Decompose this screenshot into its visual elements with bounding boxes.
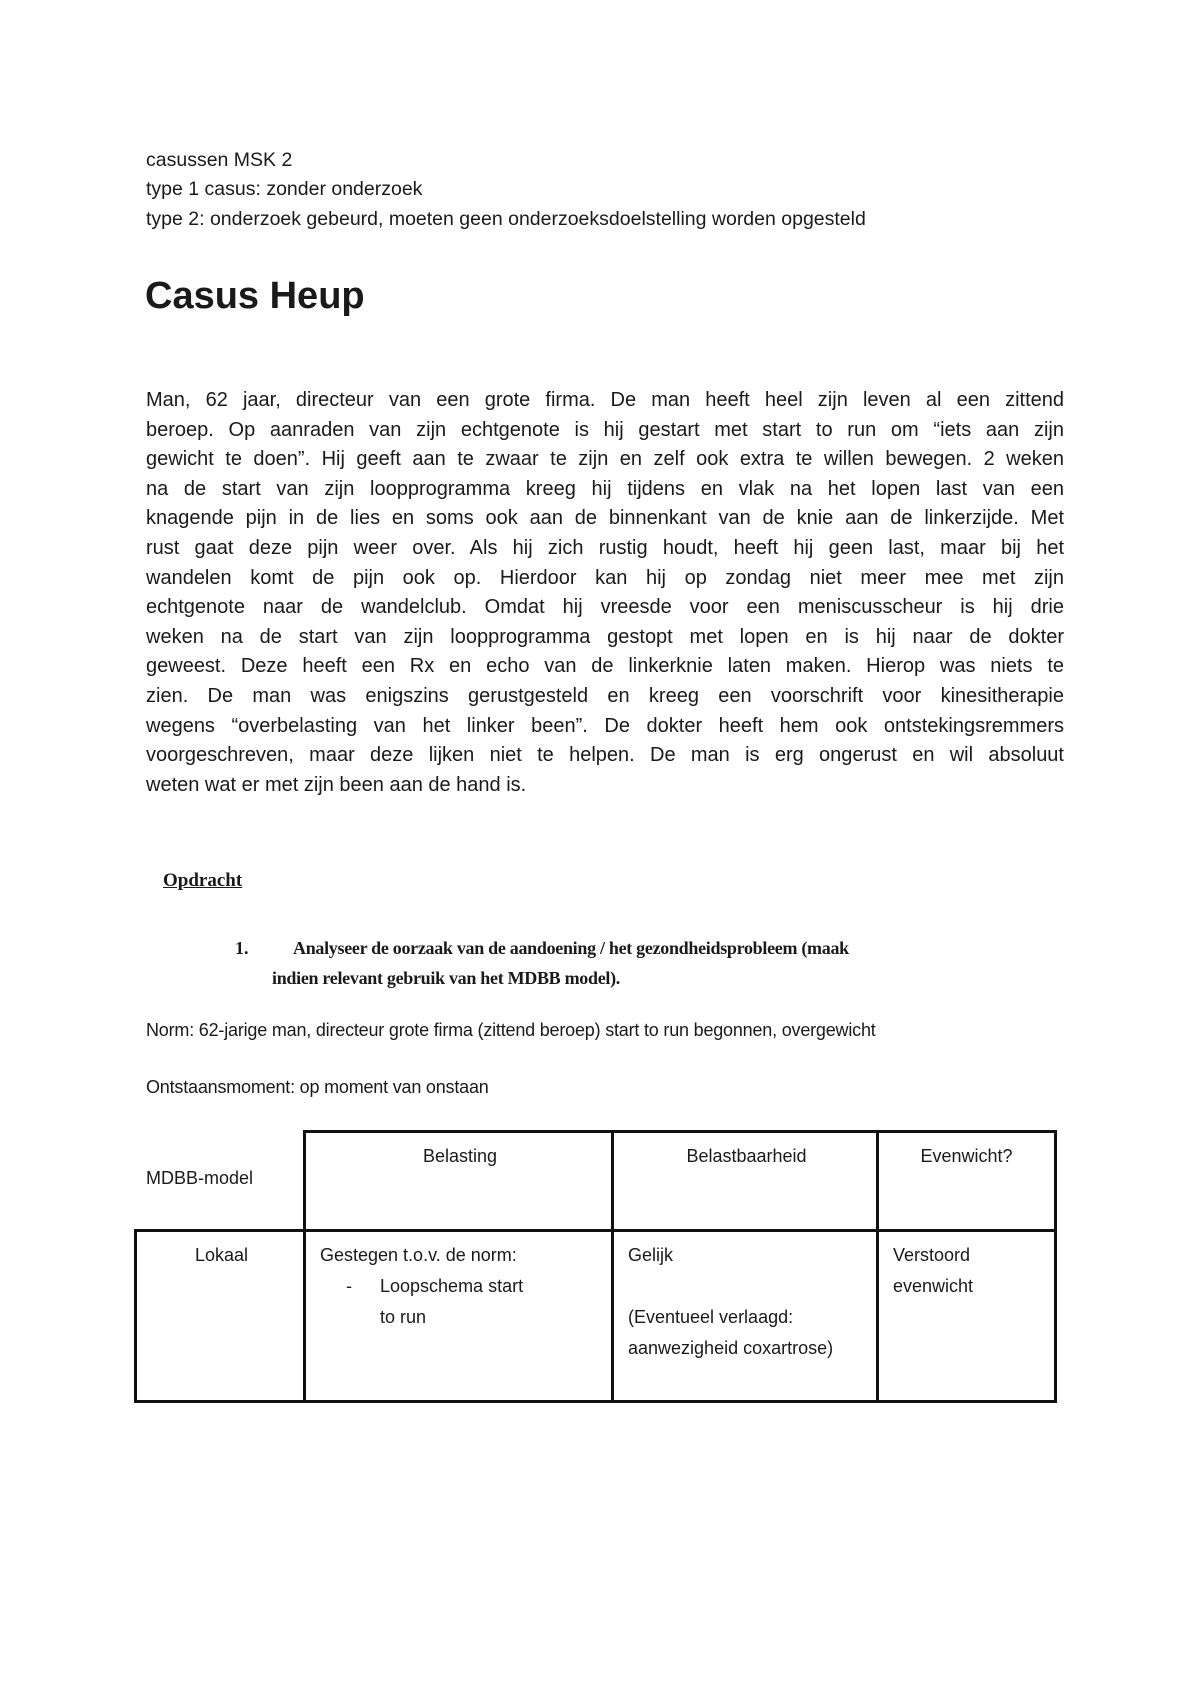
paragraph-line: zien. De man was enigszins gerustgesteld en kreeg een voorschrift voor kinesitherapie <box>146 684 1064 707</box>
paragraph-line: voorgeschreven, maar deze lijken niet te helpen. De man is erg ongerust en wil absoluut <box>146 744 1064 767</box>
paragraph-line: knagende pijn in de lies en soms ook aan de binnenkant van de knie aan de linkerzijde. Met <box>146 507 1064 530</box>
paragraph-line: gewicht te doen”. Hij geeft aan te zwaar te zijn en zelf ook extra te willen bewegen. 2 weken <box>146 448 1064 471</box>
paragraph-line: wegens “overbelasting van het linker been”. De dokter heeft hem ook ontstekingsremmers <box>146 714 1064 737</box>
ontstaansmoment-text: Ontstaansmoment: op moment van onstaan <box>146 1077 489 1097</box>
belastbaarheid-line-1: Gelijk <box>628 1245 674 1265</box>
belastbaarheid-line-2: (Eventueel verlaagd: <box>628 1307 794 1327</box>
cell-belastbaarheid <box>611 1229 879 1403</box>
question-number: 1. <box>235 938 249 958</box>
question-text-line-1: Analyseer de oorzaak van de aandoening / het gezondheidsprobleem (maak <box>293 938 849 958</box>
bullet-item <box>320 1271 604 1333</box>
header-belasting: Belasting <box>303 1130 614 1232</box>
evenwicht-line-1: Verstoord <box>893 1245 971 1265</box>
intro-line-2: type 1 casus: zonder onderzoek <box>146 178 423 200</box>
cell-evenwicht <box>876 1229 1057 1403</box>
evenwicht-line-2: evenwicht <box>893 1276 974 1296</box>
table-label: MDBB-model <box>146 1168 254 1188</box>
paragraph-line: geweest. Deze heeft een Rx en echo van de linkerknie laten maken. Hierop was niets te <box>146 655 1064 678</box>
belasting-intro: Gestegen t.o.v. de norm: <box>320 1245 517 1265</box>
intro-line-1: casussen MSK 2 <box>146 149 293 171</box>
question-text-line-2: indien relevant gebruik van het MDBB model). <box>272 968 620 988</box>
paragraph-line: echtgenote naar de wandelclub. Omdat hij vreesde voor een meniscusscheur is hij drie <box>146 596 1064 619</box>
paragraph-line: weken na de start van zijn loopprogramma gestopt met lopen en is hij naar de dokter <box>146 625 1064 648</box>
paragraph-line: na de start van zijn loopprogramma kreeg hij tijdens en vlak na het lopen last van een <box>146 477 1064 500</box>
cell-belasting <box>303 1229 614 1403</box>
belastbaarheid-line-3: aanwezigheid coxartrose) <box>628 1338 834 1358</box>
page-title: Casus Heup <box>145 275 365 317</box>
paragraph-line: beroep. Op aanraden van zijn echtgenote is hij gestart met start to run om “iets aan zijn <box>146 418 1064 441</box>
paragraph-line: Man, 62 jaar, directeur van een grote firma. De man heeft heel zijn leven al een zittend <box>146 389 1064 411</box>
paragraph-line: wandelen komt de pijn ook op. Hierdoor kan hij op zondag niet meer mee met zijn <box>146 566 1064 589</box>
bullet-text-line-1: Loopschema start <box>380 1276 524 1296</box>
header-belastbaarheid: Belastbaarheid <box>611 1130 879 1232</box>
header-evenwicht: Evenwicht? <box>876 1130 1057 1232</box>
paragraph-line: rust gaat deze pijn weer over. Als hij zich rustig houdt, heeft hij geen last, maar bij het <box>146 536 1064 559</box>
intro-line-3: type 2: onderzoek gebeurd, moeten geen onderzoeksdoelstelling worden opgesteld <box>146 208 866 230</box>
norm-text: Norm: 62-jarige man, directeur grote firma (zittend beroep) start to run begonnen, overgewicht <box>146 1020 876 1040</box>
opdracht-heading: Opdracht <box>163 870 243 891</box>
bullet-dash: - <box>346 1276 352 1296</box>
bullet-text-line-2: to run <box>380 1307 427 1327</box>
row-label-lokaal: Lokaal <box>134 1229 306 1403</box>
paragraph-line: weten wat er met zijn been aan de hand is. <box>146 773 527 796</box>
case-paragraph <box>146 386 1064 800</box>
